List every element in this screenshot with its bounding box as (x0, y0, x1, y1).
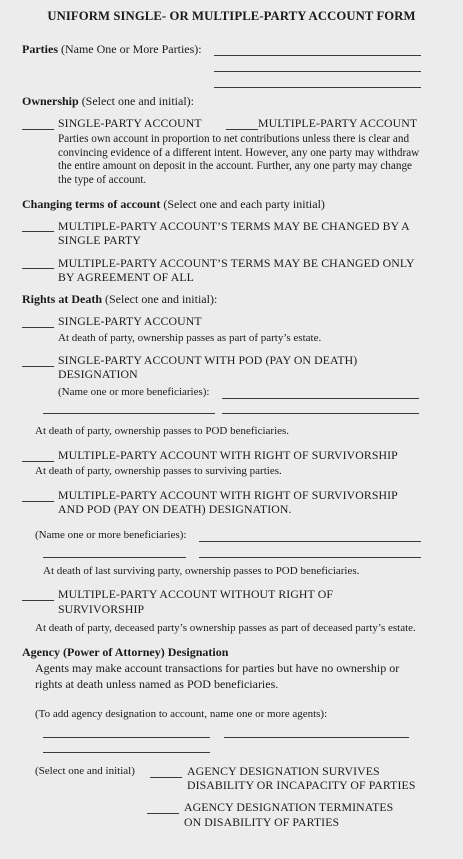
single-pod-note: At death of party, ownership passes to POD beneficiaries. (35, 425, 290, 437)
ownership-single-initial-line[interactable] (22, 129, 54, 130)
terms-option-all-line1: MULTIPLE-PARTY ACCOUNT’S TERMS MAY BE CHANGED ONLY (58, 256, 415, 270)
agency-description-line1: Agents may make account transactions for parties but have no ownership or (35, 661, 400, 675)
agency-heading: Agency (Power of Attorney) Designation (22, 645, 229, 659)
rights-at-death-instruction: (Select one and initial): (105, 292, 218, 306)
agency-survives-initial-line[interactable] (150, 777, 182, 778)
single-pod-label-line2: DESIGNATION (58, 367, 138, 381)
single-pod-beneficiary-line-2[interactable] (43, 413, 215, 414)
multi-survivorship-pod-beneficiaries-prompt: (Name one or more beneficiaries): (35, 529, 187, 541)
parties-heading: Parties (22, 42, 58, 56)
changing-terms-heading: Changing terms of account (22, 197, 161, 211)
multi-survivorship-note: At death of party, ownership passes to surviving parties. (35, 465, 282, 477)
multi-no-survivorship-label-line1: MULTIPLE-PARTY ACCOUNT WITHOUT RIGHT OF (58, 587, 333, 601)
agency-option-survives-line1: AGENCY DESIGNATION SURVIVES (187, 764, 380, 778)
ownership-option-single: SINGLE-PARTY ACCOUNT (58, 116, 202, 130)
ownership-option-multiple: MULTIPLE-PARTY ACCOUNT (258, 116, 418, 130)
single-pod-label-line1: SINGLE-PARTY ACCOUNT WITH POD (PAY ON DEATH) (58, 353, 358, 367)
single-pod-beneficiary-line-1[interactable] (222, 398, 419, 399)
single-pod-beneficiary-line-3[interactable] (222, 413, 419, 414)
multi-no-survivorship-note: At death of party, deceased party’s ownership passes as part of deceased party’s estate. (35, 622, 416, 634)
rights-at-death-heading: Rights at Death (22, 292, 102, 306)
ownership-heading-row (22, 94, 194, 109)
ownership-description: Parties own account in proportion to net contributions unless there is clear and convincing evidence of a different intent. However, any one party may withdraw the entire amount on deposit in the account. Further, any one party may change the type of account. (58, 133, 420, 187)
agency-select-prompt: (Select one and initial) (35, 765, 135, 777)
multi-survivorship-pod-initial-line[interactable] (22, 501, 54, 502)
multi-survivorship-pod-label-line1: MULTIPLE-PARTY ACCOUNT WITH RIGHT OF SURVIVORSHIP (58, 488, 398, 502)
form-title: UNIFORM SINGLE- OR MULTIPLE-PARTY ACCOUNT FORM (47, 9, 416, 23)
multi-no-survivorship-initial-line[interactable] (22, 600, 54, 601)
terms-option-single-line1: MULTIPLE-PARTY ACCOUNT’S TERMS MAY BE CHANGED BY A (58, 219, 410, 233)
single-party-note: At death of party, ownership passes as part of party’s estate. (58, 332, 322, 344)
agency-description-line2: rights at death unless named as POD beneficiaries. (35, 677, 279, 691)
agency-agents-prompt: (To add agency designation to account, name one or more agents): (35, 708, 328, 720)
agency-option-terminates-line1: AGENCY DESIGNATION TERMINATES (184, 800, 394, 814)
single-party-label: SINGLE-PARTY ACCOUNT (58, 314, 202, 328)
terms-all-initial-line[interactable] (22, 268, 54, 269)
agency-option-survives-line2: DISABILITY OR INCAPACITY OF PARTIES (187, 778, 416, 792)
multi-no-survivorship-label-line2: SURVIVORSHIP (58, 602, 145, 616)
agency-option-terminates-line2: ON DISABILITY OF PARTIES (184, 815, 340, 829)
agency-terminates-initial-line[interactable] (147, 813, 179, 814)
parties-name-line-2[interactable] (214, 71, 421, 72)
multi-survivorship-pod-note: At death of last surviving party, ownership passes to POD beneficiaries. (43, 565, 360, 577)
multi-survivorship-pod-label-line2: AND POD (PAY ON DEATH) DESIGNATION. (58, 502, 292, 516)
agent-name-line-3[interactable] (43, 752, 210, 753)
agent-name-line-2[interactable] (224, 737, 409, 738)
multi-pod-beneficiary-line-2[interactable] (43, 557, 186, 558)
agent-name-line-1[interactable] (43, 737, 210, 738)
terms-single-initial-line[interactable] (22, 231, 54, 232)
parties-instruction: (Name One or More Parties): (60, 42, 202, 56)
changing-terms-heading-row (22, 197, 325, 212)
changing-terms-instruction: (Select one and each party initial) (163, 197, 325, 211)
ownership-multiple-initial-line[interactable] (226, 129, 258, 130)
single-pod-initial-line[interactable] (22, 366, 54, 367)
rights-at-death-heading-row (22, 292, 217, 307)
parties-name-line-3[interactable] (214, 87, 421, 88)
ownership-instruction: (Select one and initial): (81, 94, 194, 108)
multi-survivorship-initial-line[interactable] (22, 461, 54, 462)
terms-option-all-line2: BY AGREEMENT OF ALL (58, 270, 194, 284)
multi-pod-beneficiary-line-3[interactable] (199, 557, 421, 558)
multi-survivorship-label: MULTIPLE-PARTY ACCOUNT WITH RIGHT OF SURVIVORSHIP (58, 448, 398, 462)
single-pod-beneficiaries-prompt: (Name one or more beneficiaries): (58, 386, 210, 398)
parties-heading-row (22, 42, 202, 57)
terms-option-single-line2: SINGLE PARTY (58, 233, 141, 247)
parties-name-line-1[interactable] (214, 55, 421, 56)
ownership-heading: Ownership (22, 94, 79, 108)
multi-pod-beneficiary-line-1[interactable] (199, 541, 421, 542)
single-party-initial-line[interactable] (22, 327, 54, 328)
